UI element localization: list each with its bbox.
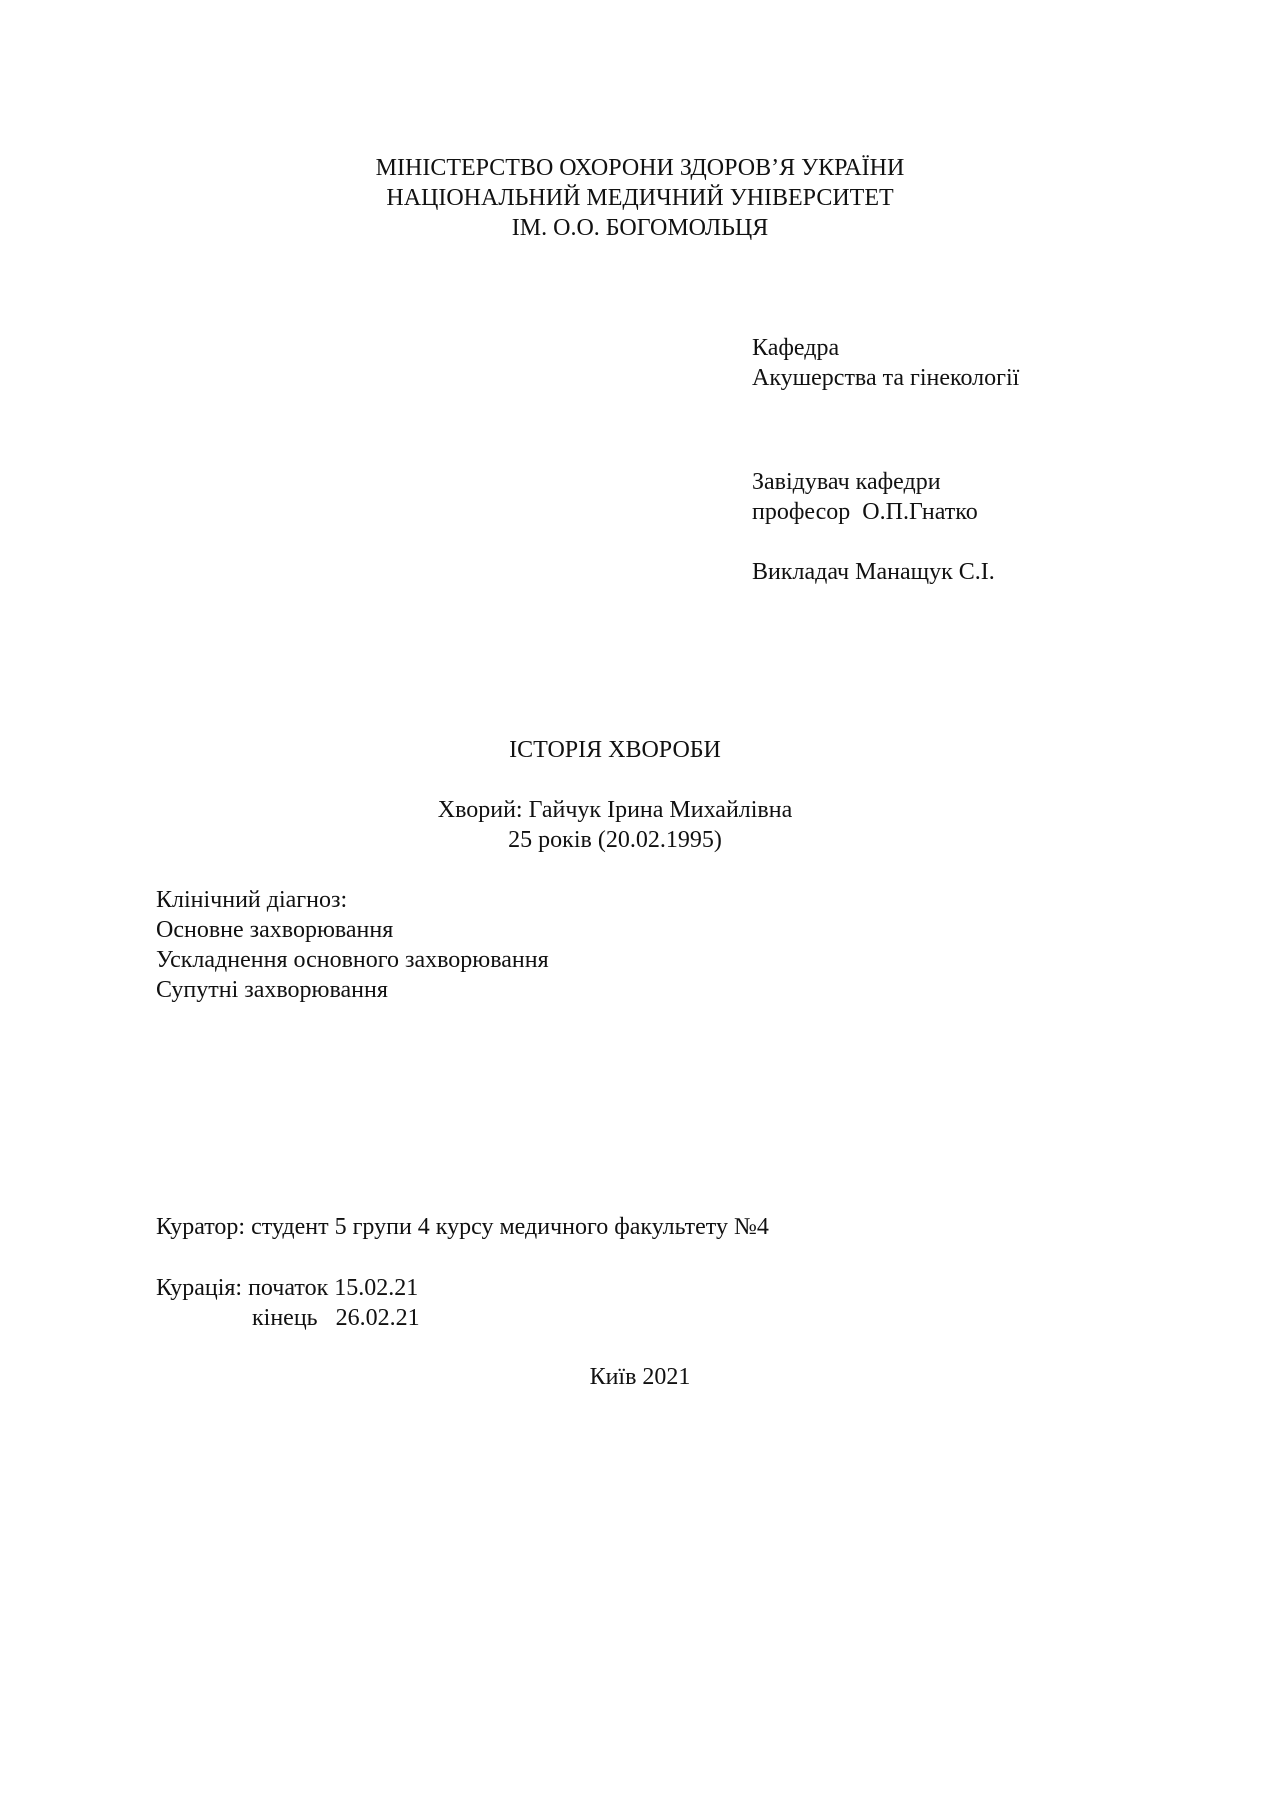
city-year: Київ 2021 [589,1364,691,1390]
clinical-diagnosis [156,885,549,1005]
department-info [752,333,1019,587]
department-name: Акушерства та гінекології [752,365,1020,391]
head-name: професор О.П.Гнатко [752,499,978,525]
curation-dates [156,1273,420,1333]
university-name-line: ІМ. О.О. БОГОМОЛЬЦЯ [511,215,769,241]
ministry-line: МІНІСТЕРСТВО ОХОРОНИ ЗДОРОВ’Я УКРАЇНИ [375,155,905,181]
curator-line: Куратор: студент 5 групи 4 курсу медичного факультету №4 [156,1214,769,1240]
concomitant-diseases: Супутні захворювання [156,977,388,1003]
curation-start: Курація: початок 15.02.21 [156,1275,419,1301]
document-heading: ІСТОРІЯ ХВОРОБИ [509,737,721,763]
complications: Ускладнення основного захворювання [156,947,549,973]
department-label: Кафедра [752,335,840,361]
university-line: НАЦІОНАЛЬНИЙ МЕДИЧНИЙ УНІВЕРСИТЕТ [386,185,894,211]
curation-end: кінець 26.02.21 [252,1305,420,1331]
ministry-header [0,153,1280,243]
patient-name: Хворий: Гайчук Ірина Михайлівна [437,797,793,823]
case-history-title [0,735,1230,855]
main-disease: Основне захворювання [156,917,394,943]
head-title: Завідувач кафедри [752,469,941,495]
diagnosis-label: Клінічний діагноз: [156,887,348,913]
patient-age: 25 років (20.02.1995) [508,827,722,853]
teacher-name: Викладач Манащук С.І. [752,559,995,585]
